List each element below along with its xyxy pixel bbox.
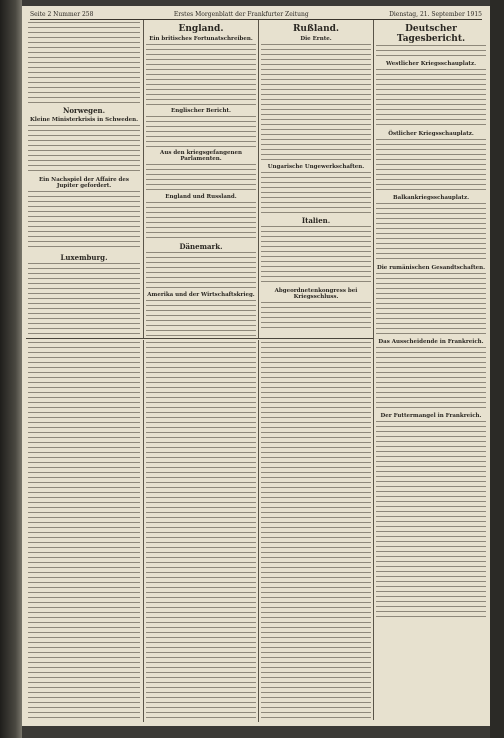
- column-4: [376, 22, 486, 722]
- article-text: [146, 342, 256, 722]
- article-text: [261, 302, 371, 332]
- article-text: [146, 300, 256, 336]
- section-title: Deutscher Tagesbericht.: [396, 24, 466, 44]
- article-text: [146, 202, 256, 240]
- section-subtitle: Ein britisches Fortunatschreiben.: [149, 36, 253, 42]
- section-subtitle: Abgeordnetenkongress bei Kriegsschluss.: [274, 288, 358, 300]
- newspaper-page: [22, 6, 490, 726]
- article-text: [261, 226, 371, 286]
- page-edge: [490, 0, 504, 738]
- article-text: [376, 139, 486, 193]
- section-title: England.: [178, 24, 224, 34]
- column-rule: [258, 20, 259, 338]
- article-text: [261, 44, 371, 162]
- column-rule: [143, 20, 144, 338]
- article-text: [28, 191, 140, 251]
- lower-column-1: [28, 342, 140, 722]
- header-center: Erstes Morgenblatt der Frankfurter Zeitung: [173, 10, 309, 18]
- article-text: [261, 172, 371, 214]
- section-title: Luxemburg.: [60, 253, 108, 262]
- fold-rule: [26, 338, 373, 339]
- column-1: [28, 22, 140, 336]
- article-text: [28, 22, 140, 104]
- section-subtitle: Das Ausscheidende in Frankreich.: [378, 339, 484, 345]
- article-text: [376, 203, 486, 263]
- section-subtitle: Der Futtermangel in Frankreich.: [380, 413, 482, 419]
- column-3: [261, 22, 371, 336]
- article-text: [28, 125, 140, 175]
- column-rule: [143, 340, 144, 722]
- section-title: Italien.: [301, 216, 331, 225]
- section-subtitle: Ein Nachspiel der Affaire des Jupiter gefordert.: [38, 177, 129, 189]
- section-subtitle: Aus den kriegsgefangenen Parlamenten.: [160, 150, 242, 162]
- section-title: Rußland.: [292, 24, 340, 34]
- article-text: [146, 252, 256, 290]
- header-right: Dienstag, 21. September 1915: [389, 10, 482, 18]
- section-subtitle: Östlicher Kriegsschauplatz.: [388, 131, 474, 137]
- column-2: [146, 22, 256, 336]
- section-title: Dänemark.: [179, 242, 223, 251]
- section-subtitle: Amerika und der Wirtschaftskrieg.: [147, 292, 255, 298]
- article-text: [146, 164, 256, 192]
- article-text: [376, 347, 486, 411]
- column-rule: [373, 20, 374, 720]
- article-text: [146, 44, 256, 106]
- section-subtitle: Ungarische Ungewerkschaften.: [267, 164, 365, 170]
- section-subtitle: Englischer Bericht.: [171, 108, 231, 114]
- section-subtitle: England und Russland.: [165, 194, 237, 200]
- article-text: [28, 342, 140, 722]
- article-text: [28, 263, 140, 336]
- page-header: [30, 9, 482, 20]
- section-subtitle: Balkankriegsschauplatz.: [393, 195, 469, 201]
- article-text: [376, 421, 486, 621]
- book-gutter: [0, 0, 22, 738]
- header-left: Seite 2 Nummer 258: [30, 10, 94, 18]
- article-text: [376, 69, 486, 129]
- article-text: [376, 45, 486, 59]
- lower-column-2: [146, 342, 256, 722]
- section-subtitle: Die Ernte.: [300, 36, 332, 42]
- section-subtitle: Westlicher Kriegsschauplatz.: [386, 61, 476, 67]
- lower-column-3: [261, 342, 371, 722]
- section-title: Norwegen.: [62, 106, 106, 115]
- article-text: [146, 116, 256, 148]
- article-text: [376, 273, 486, 337]
- column-rule: [258, 340, 259, 722]
- section-subtitle: Die rumänischen Gesandtschaften.: [376, 265, 486, 271]
- section-subtitle: Kleine Ministerkrisis in Schweden.: [30, 117, 138, 123]
- article-text: [261, 342, 371, 722]
